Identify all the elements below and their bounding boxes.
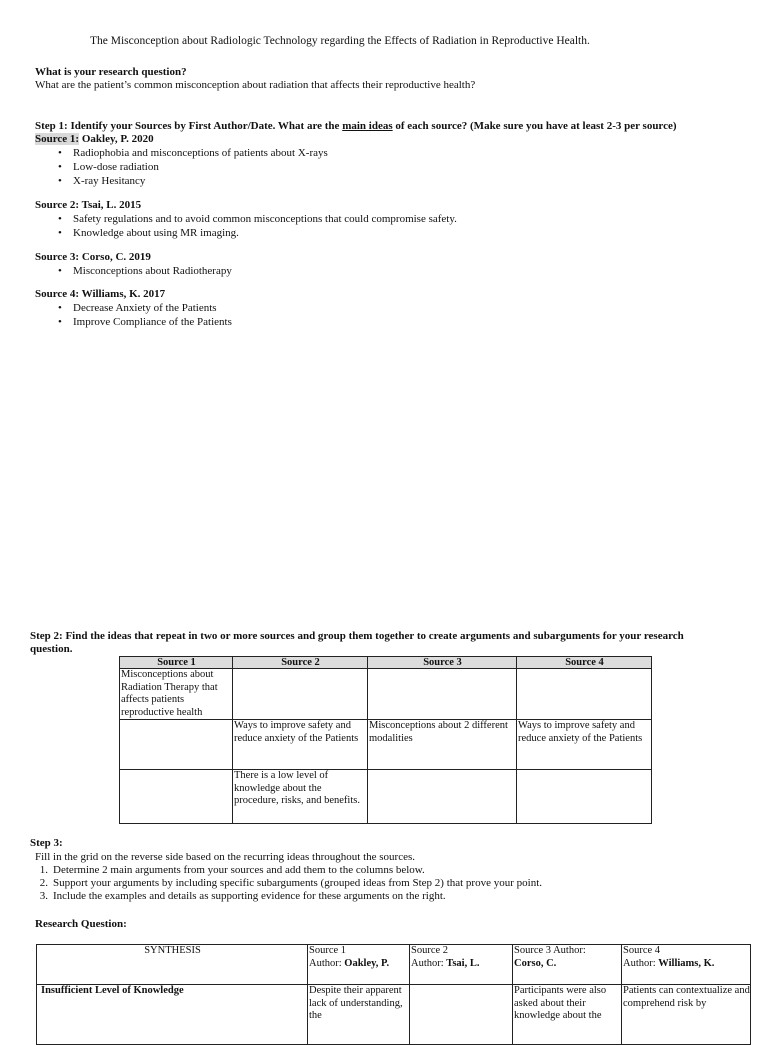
synthesis-cell xyxy=(410,985,513,1045)
table-cell: Misconceptions about 2 different modalities xyxy=(368,720,517,770)
source-label: Source 4 xyxy=(623,945,661,956)
source-label: Source 1 xyxy=(309,945,347,956)
list-number: 1. xyxy=(39,864,48,876)
list-number: 2. xyxy=(39,877,48,889)
table-cell: Ways to improve safety and reduce anxiety of the Patients xyxy=(233,720,368,770)
table-cell xyxy=(233,669,368,720)
list-number: 3. xyxy=(39,890,48,902)
source-1-list xyxy=(35,146,735,188)
author-name: Oakley, P. xyxy=(344,957,390,969)
synthesis-row-label: Insufficient Level of Knowledge xyxy=(37,985,308,1045)
author-name: Tsai, L. xyxy=(446,957,480,969)
research-question-label: Research Question: xyxy=(35,918,127,930)
list-item: • Improve Compliance of the Patients xyxy=(35,315,735,329)
sources-table xyxy=(119,656,652,824)
source-4-block xyxy=(35,288,735,329)
list-text: Determine 2 main arguments from your sources and add them to the columns below. xyxy=(53,864,425,876)
synthesis-row xyxy=(37,985,751,1045)
table-cell xyxy=(517,770,652,824)
source-3-block xyxy=(35,251,735,278)
table-cell: There is a low level of knowledge about the procedure, risks, and benefits. xyxy=(233,770,368,824)
table-cell: Ways to improve safety and reduce anxiety of the Patients xyxy=(517,720,652,770)
table-header-row xyxy=(120,657,652,669)
table-row xyxy=(120,669,652,720)
list-item: • Knowledge about using MR imaging. xyxy=(35,226,735,240)
source-2-block xyxy=(35,199,735,240)
source-author-line xyxy=(623,958,750,971)
table-cell: Misconceptions about Radiation Therapy that affects patients reproductive health xyxy=(120,669,233,720)
synthesis-cell: Despite their apparent lack of understanding, the xyxy=(308,985,410,1045)
table-cell xyxy=(120,770,233,824)
step3-list xyxy=(30,864,542,903)
author-name: Corso, C. xyxy=(514,957,557,969)
table-row xyxy=(120,770,652,824)
source-1-label-highlight: Source 1: xyxy=(35,133,80,145)
table-header-cell: Source 3 xyxy=(368,657,517,669)
source-2-list xyxy=(35,212,735,240)
source-1-author: Oakley, P. 2020 xyxy=(79,133,154,145)
synthesis-cell: Participants were also asked about their knowledge about the xyxy=(513,985,622,1045)
list-item: • Safety regulations and to avoid common misconceptions that could compromise safety. xyxy=(35,212,735,226)
source-label: Source 2 xyxy=(411,945,449,956)
table-cell xyxy=(368,770,517,824)
list-text: Support your arguments by including specific subarguments (grouped ideas from Step 2) that prove your point. xyxy=(53,877,543,889)
source-1-label xyxy=(35,133,735,146)
research-question-heading: What is your research question? xyxy=(35,66,187,78)
synthesis-source-2 xyxy=(410,945,513,985)
table-row xyxy=(120,720,652,770)
step1-pre: Step 1: Identify your Sources by First Author/Date. What are the xyxy=(35,120,343,132)
list-item: • Decrease Anxiety of the Patients xyxy=(35,301,735,315)
table-cell xyxy=(517,669,652,720)
source-label: Source 3 Author: xyxy=(514,945,586,956)
step2-heading-line1: Step 2: Find the ideas that repeat in two or more sources and group them together to create arguments and subarguments for your research xyxy=(30,630,684,642)
source-author-line xyxy=(411,958,512,971)
document-title: The Misconception about Radiologic Technology regarding the Effects of Radiation in Reproductive Health. xyxy=(90,35,590,47)
list-item xyxy=(30,877,542,890)
table-cell xyxy=(120,720,233,770)
step3-intro: Fill in the grid on the reverse side based on the recurring ideas throughout the sources. xyxy=(35,851,416,863)
author-prefix: Author: xyxy=(309,957,345,969)
synthesis-cell: Patients can contextualize and comprehend risk by xyxy=(622,985,751,1045)
synthesis-source-1 xyxy=(308,945,410,985)
list-text: Include the examples and details as supporting evidence for these arguments on the right. xyxy=(53,890,446,902)
source-3-label: Source 3: Corso, C. 2019 xyxy=(35,251,151,263)
source-4-label: Source 4: Williams, K. 2017 xyxy=(35,288,166,300)
source-2-label: Source 2: Tsai, L. 2015 xyxy=(35,199,142,211)
source-author-line xyxy=(514,958,621,971)
step1-heading xyxy=(35,120,677,133)
source-4-list xyxy=(35,301,735,329)
step1-underline: main ideas xyxy=(342,120,393,132)
list-item: • Misconceptions about Radiotherapy xyxy=(35,264,735,278)
source-3-list xyxy=(35,264,735,278)
synthesis-header-row xyxy=(37,945,751,985)
synthesis-title: SYNTHESIS xyxy=(37,945,308,985)
step3-heading: Step 3: xyxy=(30,837,63,849)
synthesis-table xyxy=(36,944,751,1045)
step1-post: of each source? (Make sure you have at least 2-3 per source) xyxy=(392,120,677,132)
author-prefix: Author: xyxy=(411,957,447,969)
research-question-text: What are the patient’s common misconception about radiation that affects their reproductive health? xyxy=(35,79,476,91)
table-cell xyxy=(368,669,517,720)
step2-heading-line2: question. xyxy=(30,643,73,655)
table-header-cell: Source 2 xyxy=(233,657,368,669)
source-author-line xyxy=(309,958,409,971)
list-item: • X-ray Hesitancy xyxy=(35,174,735,188)
synthesis-source-4 xyxy=(622,945,751,985)
table-header-cell: Source 1 xyxy=(120,657,233,669)
list-item xyxy=(30,890,542,903)
table-header-cell: Source 4 xyxy=(517,657,652,669)
author-name: Williams, K. xyxy=(658,957,715,969)
author-prefix: Author: xyxy=(623,957,659,969)
source-1-block xyxy=(35,133,735,188)
list-item xyxy=(30,864,542,877)
synthesis-source-3 xyxy=(513,945,622,985)
list-item: • Low-dose radiation xyxy=(35,160,735,174)
list-item: • Radiophobia and misconceptions of patients about X-rays xyxy=(35,146,735,160)
